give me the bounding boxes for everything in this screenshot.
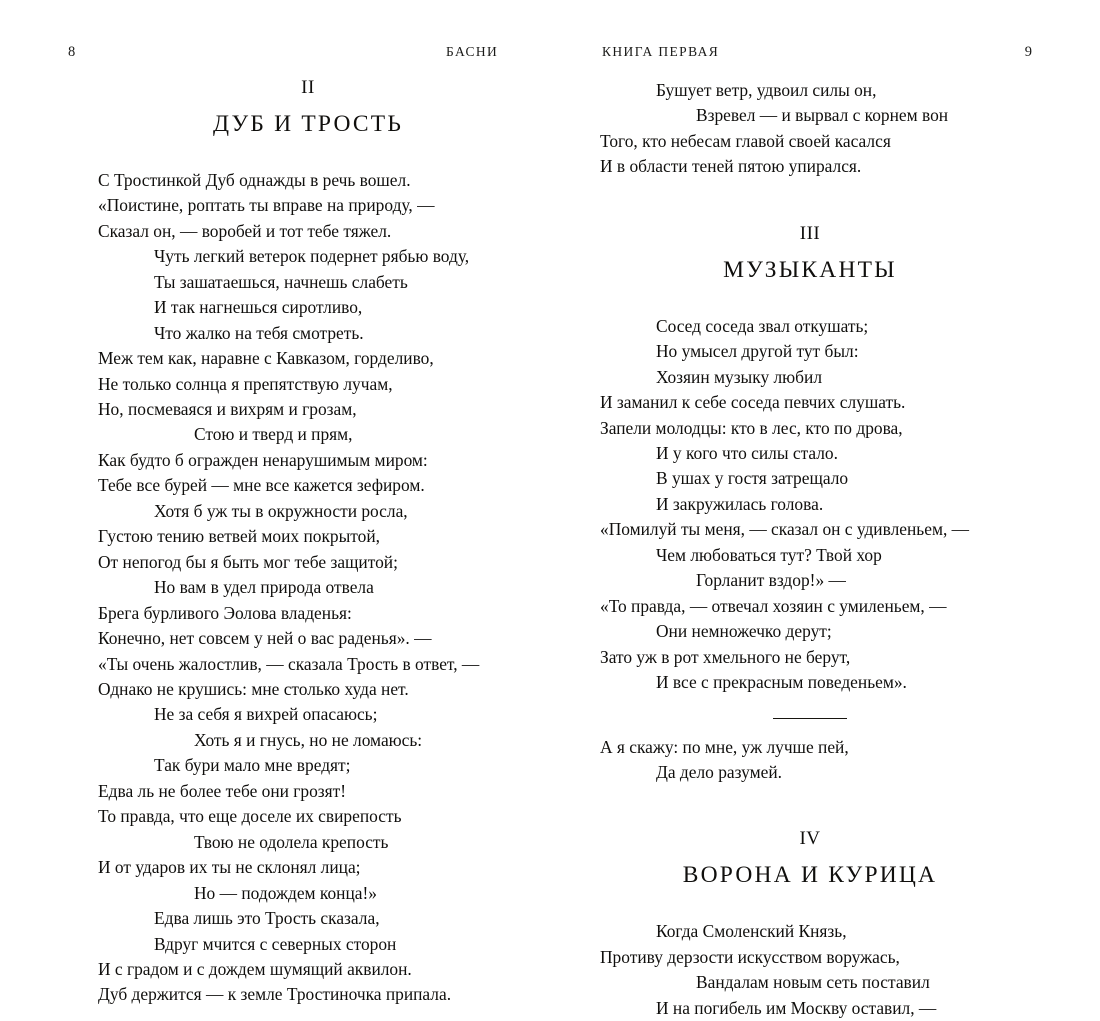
verse-line: Сказал он, — воробей и тот тебе тяжел.: [98, 220, 392, 241]
fable-crow-and-hen: [600, 829, 1020, 1021]
verse-body: [98, 168, 518, 1008]
verse-line: «Поистине, роптать ты вправе на природу, —: [98, 195, 435, 216]
running-head-verso: БАСНИ: [446, 44, 499, 59]
section-gap: [600, 180, 1020, 224]
verse-body: [600, 314, 1020, 696]
verse-line: Однако не крушись: мне столько худа нет.: [98, 678, 409, 699]
verse-line: Взревел — и вырвал с корнем вон: [696, 105, 949, 126]
fable-number: IV: [799, 828, 821, 850]
verse-line: Чем любоваться тут? Твой хор: [656, 544, 882, 565]
verse-line: Чуть легкий ветерок подернет рябью воду,: [154, 246, 470, 267]
verse-line: Зато уж в рот хмельного не берут,: [600, 646, 851, 667]
verse-line: Противу дерзости искусством воружась,: [600, 946, 900, 967]
verse-line: Брега бурливого Эолова владенья:: [98, 602, 352, 623]
verse-line: Едва ль не более тебе они грозят!: [98, 780, 347, 801]
verse-line: Запели молодцы: кто в лес, кто по дрова,: [600, 417, 903, 438]
verse-line: «То правда, — отвечал хозяин с умиленьем, —: [600, 595, 947, 616]
page-verso: [98, 78, 518, 1008]
verse-line: Но вам в удел природа отвела: [154, 577, 374, 598]
fable-number: III: [799, 222, 821, 244]
verse-line: И на погибель им Москву оставил, —: [656, 997, 937, 1018]
verse-line: Когда Смоленский Князь,: [656, 921, 847, 942]
moral-separator: [600, 718, 1020, 719]
verse-line: И все с прекрасным поведеньем».: [656, 672, 907, 693]
verse-line: Не за себя я вихрей опасаюсь;: [154, 704, 378, 725]
verse-line: Так бури мало мне вредят;: [154, 755, 351, 776]
verse-line: С Тростинкой Дуб однажды в речь вошел.: [98, 169, 411, 190]
verse-line: Конечно, нет совсем у ней о вас раденья». —: [98, 628, 432, 649]
horizontal-rule: [773, 718, 847, 719]
verse-line: Бушует ветр, удвоил силы он,: [656, 80, 877, 100]
verse-line: Но, посмеваяся и вихрям и грозам,: [98, 398, 357, 419]
verse-line: Ты зашатаешься, начнешь слабеть: [154, 271, 408, 292]
verse-line: И закружилась голова.: [656, 493, 824, 514]
verse-line: И от ударов их ты не склонял лица;: [98, 857, 361, 878]
verse-line: От непогод бы я быть мог тебе защитой;: [98, 551, 398, 572]
verse-line: И с градом и с дождем шумящий аквилон.: [98, 958, 412, 979]
page-number-recto: 9: [1024, 44, 1032, 60]
verse-line: Вандалам новым сеть поставил: [696, 972, 930, 993]
verse-line: То правда, что еще доселе их свирепость: [98, 806, 402, 827]
verse-line: «Помилуй ты меня, — сказал он с удивленьем, —: [600, 519, 970, 540]
verse-line: В ушах у гостя затрещало: [656, 468, 849, 489]
fable-title: МУЗЫКАНТЫ: [723, 256, 897, 283]
verse-line: Дуб держится — к земле Тростиночка припала.: [98, 984, 452, 1005]
verse-body: [600, 919, 1020, 1021]
verse-line: Твою не одолела крепость: [194, 831, 389, 852]
verse-line: Но умысел другой тут был:: [656, 341, 859, 362]
verse-moral: [600, 735, 1020, 786]
fable-title: ВОРОНА И КУРИЦА: [682, 862, 938, 889]
page-recto: [600, 78, 1020, 1021]
verse-line: Горланит вздор!» —: [696, 570, 846, 591]
verse-line: Что жалко на тебя смотреть.: [154, 322, 364, 343]
fable-number: II: [301, 77, 315, 98]
verse-line: «Ты очень жалостлив, — сказала Трость в ответ, —: [98, 653, 480, 674]
page-number-verso: 8: [68, 44, 76, 60]
verse-line: А я скажу: по мне, уж лучше пей,: [600, 736, 849, 757]
verse-line: Как будто б огражден ненарушимым миром:: [98, 449, 428, 470]
fable-oak-and-reed: [98, 78, 518, 1008]
verse-line: И так нагнешься сиротливо,: [154, 297, 363, 318]
verse-line: Они немножечко дерут;: [656, 621, 832, 642]
verse-line: Хотя б уж ты в окружности росла,: [154, 500, 408, 521]
verse-line: Густою тению ветвей моих покрытой,: [98, 526, 380, 547]
fable-musicians: [600, 224, 1020, 786]
verse-line: Но — подождем конца!»: [194, 882, 377, 903]
verse-continuation: [600, 78, 1020, 180]
verse-line: Вдруг мчится с северных сторон: [154, 933, 397, 954]
running-head-recto: КНИГА ПЕРВАЯ: [602, 44, 720, 59]
verse-line: Сосед соседа звал откушать;: [656, 315, 869, 336]
verse-line: Меж тем как, наравне с Кавказом, горделиво,: [98, 348, 434, 369]
verse-line: Не только солнца я препятствую лучам,: [98, 373, 393, 394]
verse-line: Хозяин музыку любил: [656, 366, 822, 387]
verse-line: Хоть я и гнусь, но не ломаюсь:: [194, 729, 423, 750]
verse-line: Того, кто небесам главой своей касался: [600, 130, 891, 151]
verse-line: Стою и тверд и прям,: [194, 424, 353, 445]
verse-line: И у кого что силы стало.: [656, 442, 838, 463]
verse-line: И в области теней пятою упирался.: [600, 156, 862, 177]
fable-title: ДУБ И ТРОСТЬ: [212, 110, 404, 137]
verse-line: И заманил к себе соседа певчих слушать.: [600, 392, 906, 413]
verse-line: Едва лишь это Трость сказала,: [154, 908, 380, 929]
verse-line: Да дело разумей.: [656, 761, 782, 782]
verse-line: Тебе все бурей — мне все кажется зефиром.: [98, 475, 425, 496]
section-gap: [600, 785, 1020, 829]
